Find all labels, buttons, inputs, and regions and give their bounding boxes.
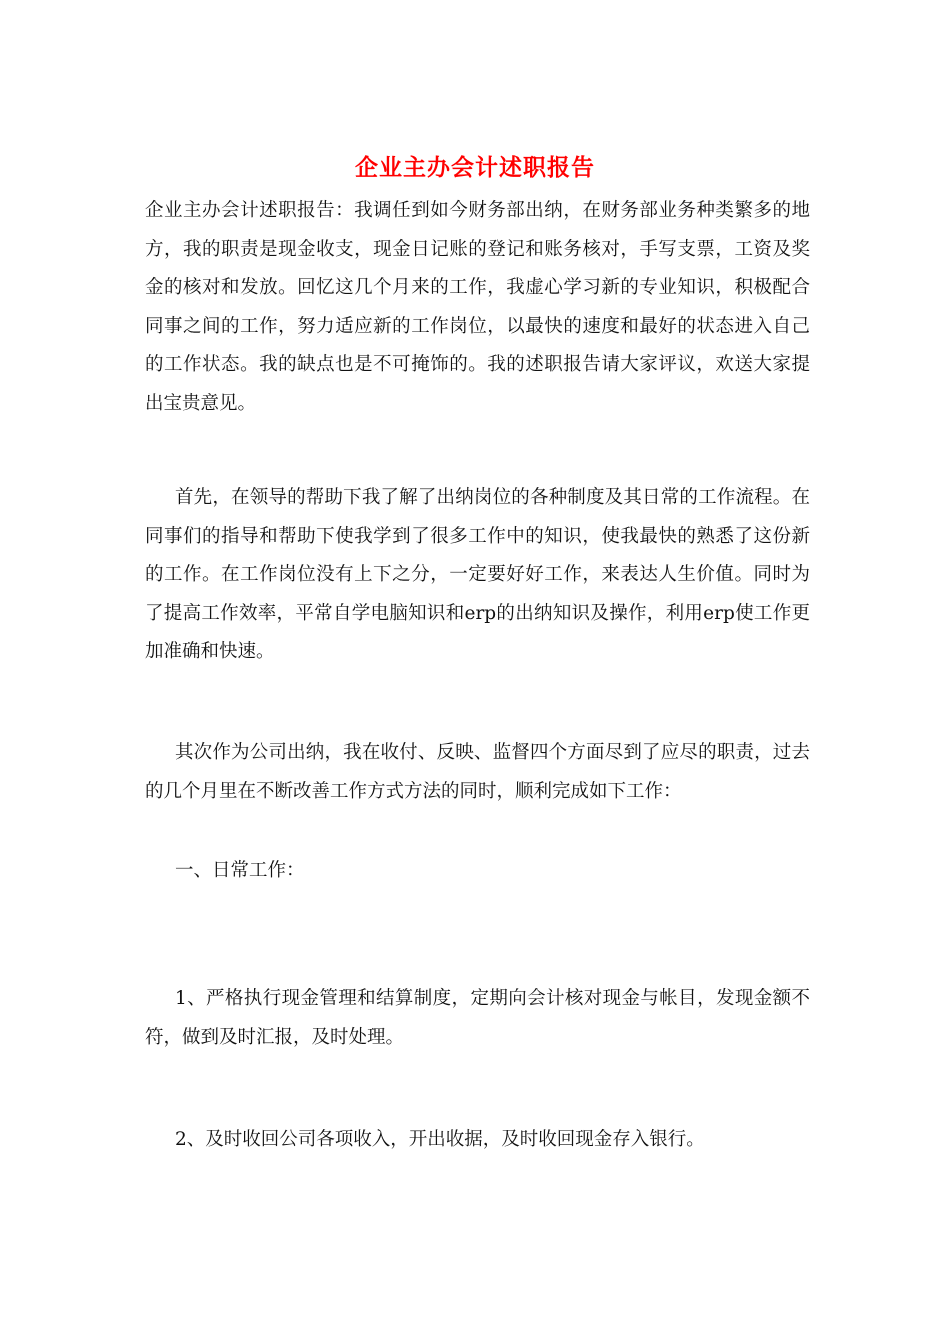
paragraph-intro: 企业主办会计述职报告：我调任到如今财务部出纳，在财务部业务种类繁多的地方，我的职责是现金收支，现金日记账的登记和账务核对，手写支票，工资及奖金的核对和发放。回忆这几个月来的工作，我虚心学习新的专业知识，积极配合同事之间的工作，努力适应新的工作岗位，以最快的速度和最好的状态进入自己的工作状态。我的缺点也是不可掩饰的。我的述职报告请大家评议，欢送大家提出宝贵意见。 [145,200,810,414]
list-item-2: 2、及时收回公司各项收入，开出收据，及时收回现金存入银行。 [175,1129,705,1150]
paragraph-second: 其次作为公司出纳，我在收付、反映、监督四个方面尽到了应尽的职责，过去的几个月里在不断改善工作方式方法的同时，顺利完成如下工作： [145,742,810,802]
section-heading-daily-work: 一、日常工作： [175,860,305,881]
list-item-1: 1、严格执行现金管理和结算制度，定期向会计核对现金与帐目，发现金额不符，做到及时汇报，及时处理。 [145,988,810,1048]
document-title: 企业主办会计述职报告 [355,154,595,181]
paragraph-first: 首先，在领导的帮助下我了解了出纳岗位的各种制度及其日常的工作流程。在同事们的指导和帮助下使我学到了很多工作中的知识，使我最快的熟悉了这份新的工作。在工作岗位没有上下之分，一定要好好工作，来表达人生价值。同时为了提高工作效率，平常自学电脑知识和erp的出纳知识及操作，利用erp使工作更加准确和快速。 [145,487,810,662]
